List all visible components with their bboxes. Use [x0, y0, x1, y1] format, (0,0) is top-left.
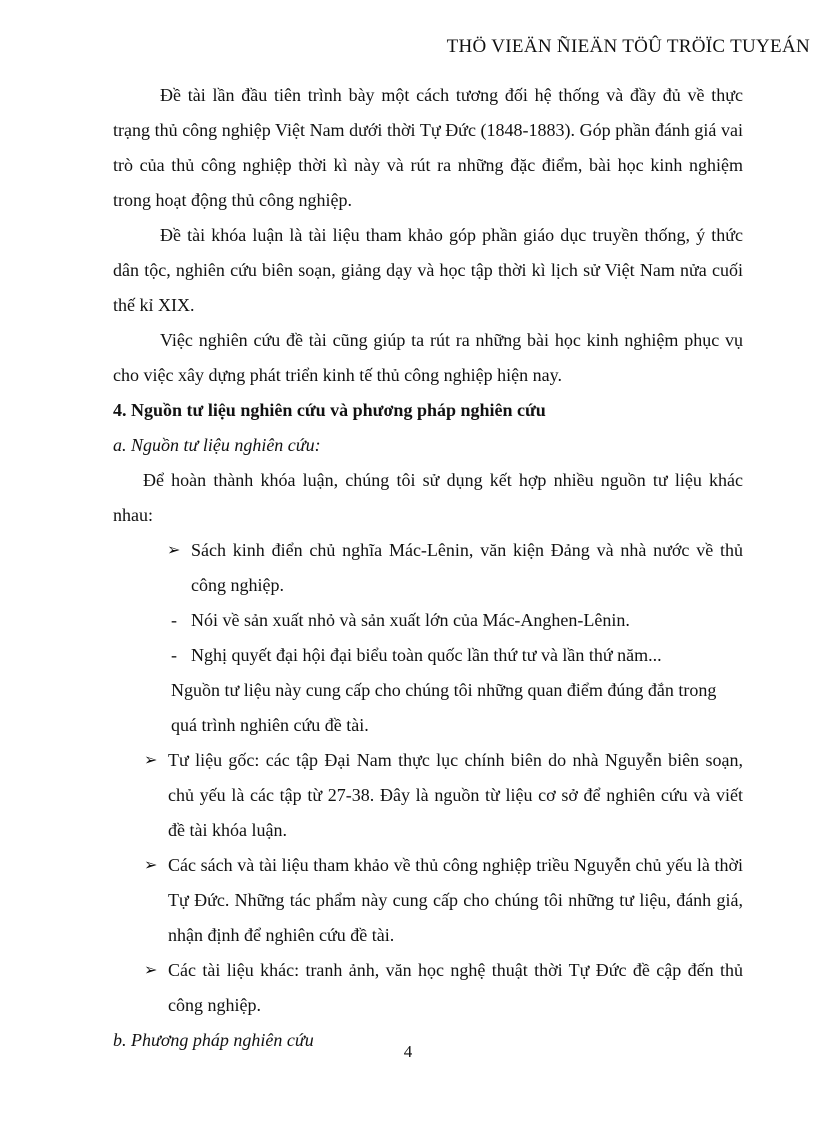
list-item-text: Sách kinh điển chủ nghĩa Mác-Lênin, văn kiện Đảng và nhà nước về thủ công nghiệp.	[191, 540, 743, 595]
subsection-heading-methods: b. Phương pháp nghiên cứu	[113, 1030, 314, 1050]
arrow-bullet-icon: ➢	[167, 542, 181, 559]
dash-item-text: Nói về sản xuất nhỏ và sản xuất lớn của Mác-Anghen-Lênin.	[191, 610, 630, 630]
paragraph-significance: Đề tài lần đầu tiên trình bày một cách tương đối hệ thống và đầy đủ về thực trạng thủ công nghiệp Việt Nam dưới thời Tự Đức (1848-1883). Góp phần đánh giá vai trò của thủ công nghiệp thời kì này và rút ra những đặc điểm, bài học kinh nghiệm trong hoạt động thủ công nghiệp.	[113, 85, 743, 210]
section-heading: 4. Nguồn tư liệu nghiên cứu và phương pháp nghiên cứu	[113, 400, 546, 420]
list-item-reference-books	[144, 848, 743, 953]
sources-intro: Để hoàn thành khóa luận, chúng tôi sử dụng kết hợp nhiều nguồn tư liệu khác nhau:	[113, 470, 743, 525]
page-number: 4	[403, 1042, 413, 1061]
arrow-bullet-icon: ➢	[144, 752, 158, 769]
dash-item	[171, 603, 743, 638]
subsection-heading-sources: a. Nguồn tư liệu nghiên cứu:	[113, 435, 321, 455]
arrow-bullet-icon: ➢	[144, 962, 158, 979]
dash-item	[171, 638, 743, 673]
dash-bullet: -	[171, 610, 177, 630]
page-header: THÖ VIEÄN ÑIEÄN TÖÛ TRÖÏC TUYEÁN	[446, 36, 810, 57]
arrow-bullet-icon: ➢	[144, 857, 158, 874]
classic-note: Nguồn tư liệu này cung cấp cho chúng tôi những quan điểm đúng đắn trong quá trình nghiên cứu đề tài.	[171, 680, 717, 735]
paragraph-lessons: Việc nghiên cứu đề tài cũng giúp ta rút ra những bài học kinh nghiệm phục vụ cho việc xây dựng phát triển kinh tế thủ công nghiệp hiện nay.	[113, 330, 743, 385]
list-item-text: Các tài liệu khác: tranh ảnh, văn học nghệ thuật thời Tự Đức đề cập đến thủ công nghiệp.	[168, 960, 743, 1015]
dash-item-text: Nghị quyết đại hội đại biểu toàn quốc lần thứ tư và lần thứ năm...	[191, 645, 662, 665]
list-item-original-sources	[144, 743, 743, 848]
page-content	[113, 78, 743, 1058]
list-item-text: Các sách và tài liệu tham khảo về thủ công nghiệp triều Nguyễn chủ yếu là thời Tự Đức. Những tác phẩm này cung cấp cho chúng tôi những tư liệu, đánh giá, nhận định để nghiên cứu đề tài.	[168, 855, 743, 945]
paragraph-reference-value: Đề tài khóa luận là tài liệu tham khảo góp phần giáo dục truyền thống, ý thức dân tộc, nghiên cứu biên soạn, giảng dạy và học tập thời kì lịch sử Việt Nam nửa cuối thế kỉ XIX.	[113, 225, 743, 315]
list-item-classic-works	[167, 533, 743, 603]
list-item-other-materials	[144, 953, 743, 1023]
dash-bullet: -	[171, 645, 177, 665]
list-item-text: Tư liệu gốc: các tập Đại Nam thực lục chính biên do nhà Nguyễn biên soạn, chủ yếu là các tập từ 27-38. Đây là nguồn từ liệu cơ sở để nghiên cứu và viết đề tài khóa luận.	[168, 750, 743, 840]
